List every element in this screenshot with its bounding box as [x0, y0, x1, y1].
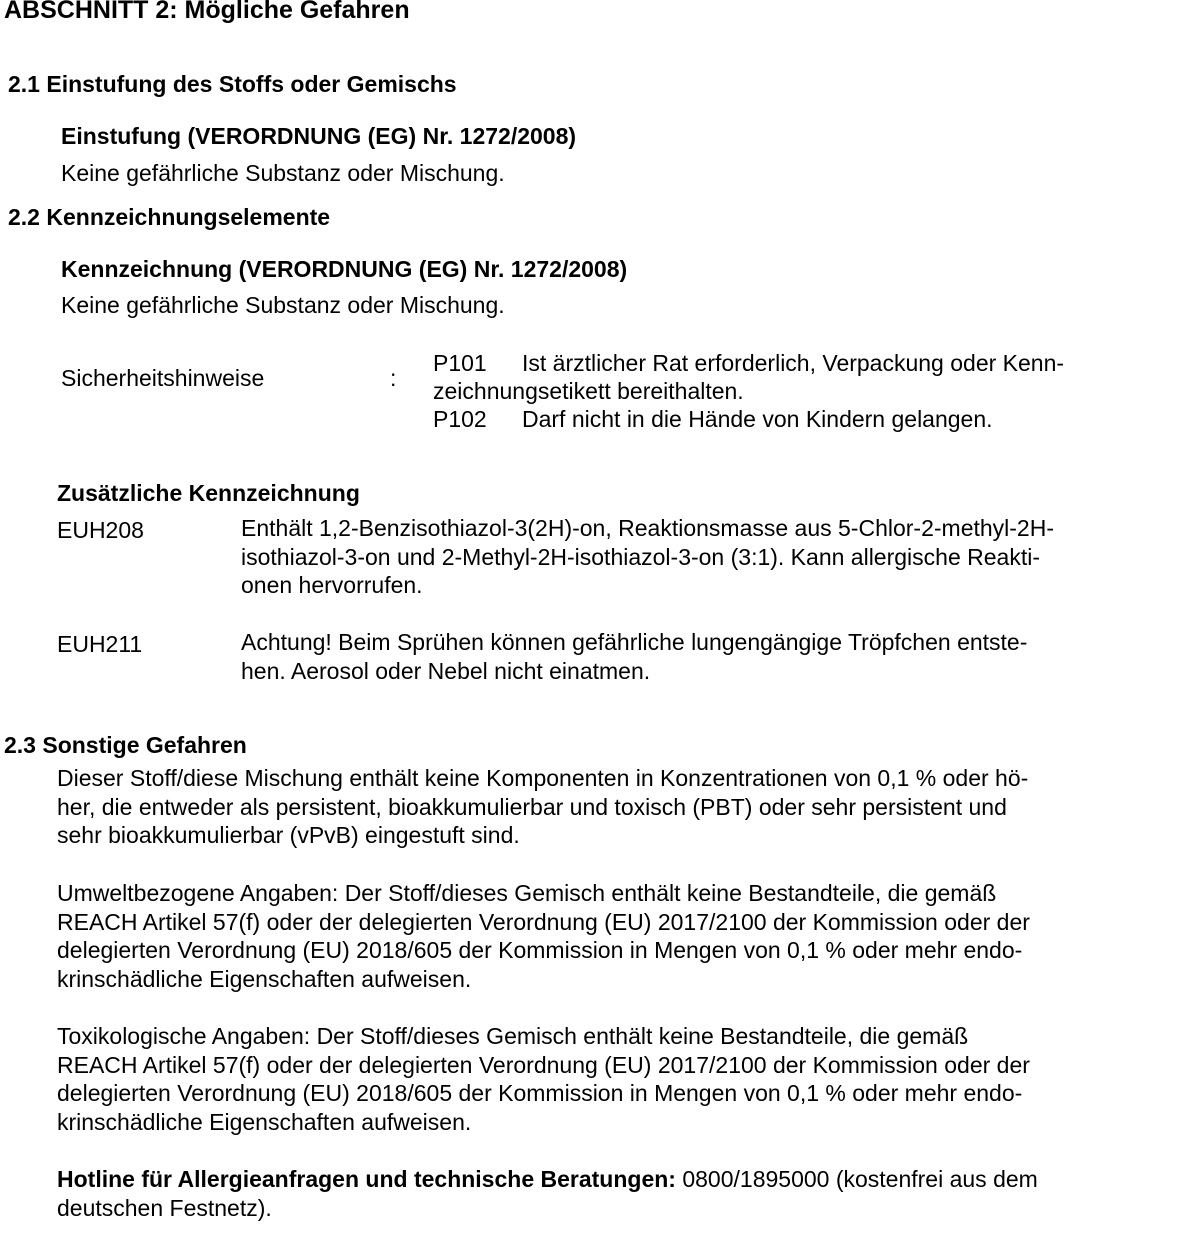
- para2-line4: krinschädliche Eigenschaften aufweisen.: [57, 965, 472, 992]
- s23-paragraph-toxikologisch: [57, 1022, 1030, 1136]
- kennzeichnung-text: Keine gefährliche Substanz oder Mischung.: [61, 292, 505, 318]
- p102-code: P102: [433, 406, 487, 432]
- safety-label: Sicherheitshinweise: [61, 365, 265, 391]
- euh208-line1: Enthält 1,2-Benzisothiazol-3(2H)-on, Reaktionsmasse aus 5-Chlor-2-methyl-2H-: [241, 515, 1054, 541]
- euh211-code: EUH211: [57, 631, 143, 657]
- para3-line2: REACH Artikel 57(f) oder der delegierten Verordnung (EU) 2017/2100 der Kommission oder der: [57, 1051, 1030, 1078]
- hotline-paragraph: [57, 1165, 1038, 1222]
- para3-line4: krinschädliche Eigenschaften aufweisen.: [57, 1108, 472, 1135]
- hotline-line2: deutschen Festnetz).: [57, 1194, 272, 1221]
- hotline-number: 0800/1895000 (kostenfrei aus dem: [675, 1166, 1038, 1192]
- s23-paragraph-pbt: [57, 764, 1028, 850]
- p102-line1: Darf nicht in die Hände von Kindern gelangen.: [522, 406, 993, 432]
- heading-2-3: 2.3 Sonstige Gefahren: [4, 732, 247, 758]
- s23-paragraph-umwelt: [57, 879, 1030, 993]
- euh208-line3: onen hervorrufen.: [241, 572, 423, 598]
- p101-line2: zeichnungsetikett bereithalten.: [433, 378, 744, 404]
- para1-line1: Dieser Stoff/diese Mischung enthält keine Komponenten in Konzentrationen von 0,1 % oder hö-: [57, 765, 1029, 791]
- para3-line1: Toxikologische Angaben: Der Stoff/dieses Gemisch enthält keine Bestandteile, die gemäß: [57, 1023, 969, 1049]
- subheading-zusaetzlich: Zusätzliche Kennzeichnung: [57, 480, 360, 506]
- hotline-label: Hotline für Allergieanfragen und technische Beratungen:: [57, 1166, 676, 1192]
- para3-line3: delegierten Verordnung (EU) 2018/605 der Kommission in Mengen von 0,1 % oder mehr endo-: [57, 1080, 1023, 1106]
- para2-line2: REACH Artikel 57(f) oder der delegierten Verordnung (EU) 2017/2100 der Kommission oder der: [57, 908, 1030, 935]
- euh208-line2: isothiazol-3-on und 2-Methyl-2H-isothiazol-3-on (3:1). Kann allergische Reakti-: [241, 543, 1040, 570]
- p101-code: P101: [433, 350, 487, 376]
- para1-line2: her, die entweder als persistent, bioakkumulierbar und toxisch (PBT) oder sehr persistent und: [57, 793, 1007, 820]
- p101-line1: Ist ärztlicher Rat erforderlich, Verpackung oder Kenn-: [522, 350, 1065, 376]
- heading-2-2: 2.2 Kennzeichnungselemente: [8, 204, 331, 230]
- para1-line3: sehr bioakkumulierbar (vPvB) eingestuft sind.: [57, 822, 520, 848]
- euh208-code: EUH208: [57, 517, 144, 543]
- hotline-line1: [57, 1165, 1038, 1194]
- euh211-line1: Achtung! Beim Sprühen können gefährliche lungengängige Tröpfchen entste-: [241, 629, 1028, 655]
- heading-2-1: 2.1 Einstufung des Stoffs oder Gemischs: [8, 71, 457, 97]
- subheading-einstufung: Einstufung (VERORDNUNG (EG) Nr. 1272/2008): [61, 123, 577, 149]
- para2-line1: Umweltbezogene Angaben: Der Stoff/dieses Gemisch enthält keine Bestandteile, die gemäß: [57, 880, 997, 906]
- section-title: ABSCHNITT 2: Mögliche Gefahren: [4, 0, 410, 24]
- euh211-line2: hen. Aerosol oder Nebel nicht einatmen.: [241, 657, 651, 684]
- euh208-text: [241, 514, 1054, 600]
- safety-colon: :: [390, 365, 397, 391]
- para2-line3: delegierten Verordnung (EU) 2018/605 der Kommission in Mengen von 0,1 % oder mehr endo-: [57, 937, 1023, 963]
- euh211-text: [241, 628, 1027, 685]
- einstufung-text: Keine gefährliche Substanz oder Mischung.: [61, 160, 505, 186]
- subheading-kennzeichnung: Kennzeichnung (VERORDNUNG (EG) Nr. 1272/2008): [61, 256, 628, 282]
